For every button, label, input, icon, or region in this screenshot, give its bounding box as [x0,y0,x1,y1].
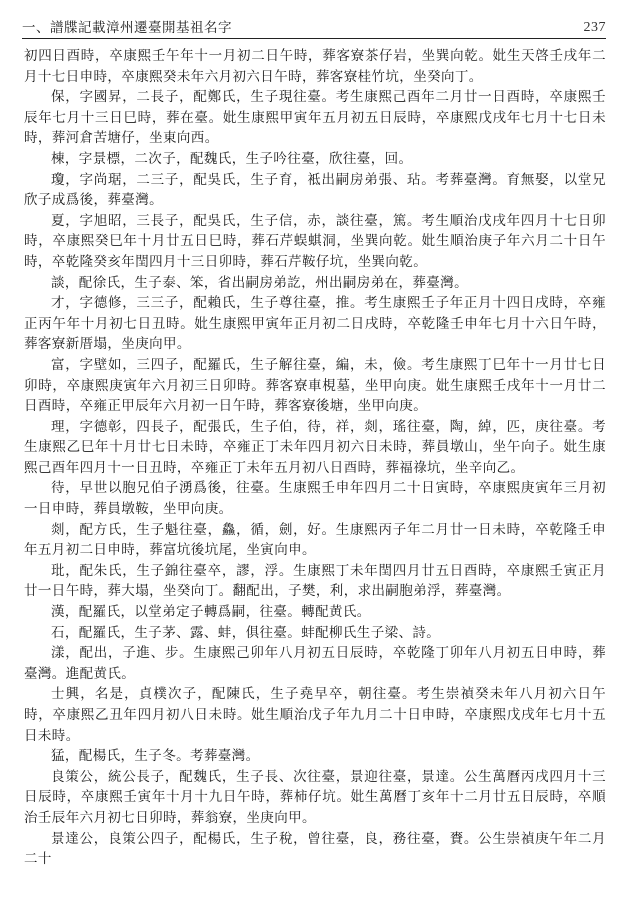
paragraph: 初四日酉時，卒康熙壬午年十一月初二日午時，葬客寮茶仔岩，坐巽向乾。妣生天啓壬戌年二月十七日申時，卒康熙癸未年六月初六日午時，葬客寮桂竹坑，坐癸向丁。 [24,48,606,85]
paragraph: 瓊，字尚琚，二三子，配吳氏，生子育，袛出嗣房弟張、玷。考葬臺灣。育無娶，以堂兄欣子成爲後，葬臺灣。 [24,171,606,209]
running-title: 一、譜牒記載漳州遷臺開基祖名字 [22,20,232,36]
page-body [24,46,606,870]
paragraph: 猛，配楊氏，生子冬。考葬臺灣。 [51,748,260,765]
paragraph: 理，字德彰，四長子，配張氏，生子伯，待，祥，剡，瑤往臺，陶，綽，匹，庚往臺。考生康熙乙巳年十月廿七日未時，卒雍正丁未年四月初六日未時，葬員墩山，坐午向子。妣生康熙己酉年四月十一日丑時，卒雍正丁未年五月初八日酉時，葬福祿坑，坐辛向乙。 [24,418,606,476]
page-number: 237 [583,20,606,35]
paragraph: 保，字國昇，二長子，配鄭氏，生子現往臺。考生康熙己酉年二月廿一日酉時，卒康熙壬辰年七月十三日巳時，葬在臺。妣生康熙甲寅年五月初五日辰時，卒康熙戊戌年七月十七日未時，葬河倉苦塘仔，坐東向西。 [24,89,606,147]
paragraph: 景達公，良策公四子，配楊氏，生子稅，曾往臺，良，務往臺，賚。公生崇禎庚午年二月二十 [24,830,606,868]
paragraph: 棟，字景標，二次子，配魏氏，生子吟往臺，欣往臺，回。 [51,150,413,167]
paragraph: 石，配羅氏，生子茅、露、蚌，俱往臺。蚌配柳氏生子梁、詩。 [51,624,441,641]
paragraph: 剡，配方氏，生子魁往臺，鱻，循，劍，好。生康熙丙子年二月廿一日未時，卒乾隆壬申年五月初二日申時，葬富坑後坑尾，坐寅向申。 [24,521,606,559]
paragraph: 漾，配出，子進、步。生康熙己卯年八月初五日辰時，卒乾隆丁卯年八月初五日申時，葬臺灣。進配黄氏。 [24,645,606,682]
paragraph: 士興，名是，貞樸次子，配陳氏，生子堯早卒，朝往臺。考生崇禎癸未年八月初六日午時，卒康熙乙丑年四月初八日未時。妣生順治戊子年九月二十日申時，卒康熙戊戌年七月十五日未時。 [24,686,606,744]
header-rule [22,38,606,39]
paragraph: 待，早世以胞兄伯子湧爲後，往臺。生康熙壬申年四月二十日寅時，卒康熙庚寅年三月初一日申時，葬員墩鞍，坐甲向庚。 [24,480,606,518]
paragraph: 富，字壁如，三四子，配羅氏，生子解往臺，編，未，儉。考生康熙丁巳年十一月廿七日卯時，卒康熙庚寅年六月初三日卯時。葬客寮車梘墓，坐甲向庚。妣生康熙壬戌年十一月廿二日酉時，卒雍正甲辰年六月初一日午時，葬客寮後塘，坐甲向庚。 [24,356,606,415]
paragraph: 夏，字旭昭，三長子，配吳氏，生子信，赤，談往臺，篤。考生順治戊戌年四月十七日卯時，卒康熙癸巳年十月廿五日巳時，葬石芹蜈蜞洞，坐巽向乾。妣生順治庚子年六月二十日午時，卒乾隆癸亥年閏四月十三日卯時，葬石芹鞍仔坑，坐巽向乾。 [24,212,606,270]
paragraph: 才，字德修，三三子，配賴氏，生子尊往臺，推。考生康熙壬子年正月十四日戌時，卒雍正丙午年十月初七日丑時。妣生康熙甲寅年正月初二日戌時，卒乾隆壬申年七月十六日午時，葬客寮新厝塌，坐庚向甲。 [24,295,606,353]
paragraph: 玭，配朱氏，生子錦往臺卒，謬，浮。生康熙丁未年閏四月廿五日酉時，卒康熙壬寅正月廿一日午時，葬大塌，坐癸向丁。翻配出，子樊，利，求出嗣胞弟浮，葬臺灣。 [24,562,606,600]
page-header [22,10,606,36]
paragraph: 良策公，統公長子，配魏氏，生子長、次往臺，景迎往臺，景達。公生萬曆丙戌四月十三日辰時，卒康熙壬寅年十月十九日午時，葬柿仔坑。妣生萬曆丁亥年十二月廿五日辰時，卒順治壬辰年六月初七日卯時，葬翁寮，坐庚向甲。 [24,768,606,826]
paragraph: 漢，配羅氏，以堂弟定子轉爲嗣，往臺。轉配黄氏。 [51,604,371,621]
paragraph: 談，配徐氏，生子泰、笨，省出嗣房弟訖，州出嗣房弟在，葬臺灣。 [51,274,468,291]
